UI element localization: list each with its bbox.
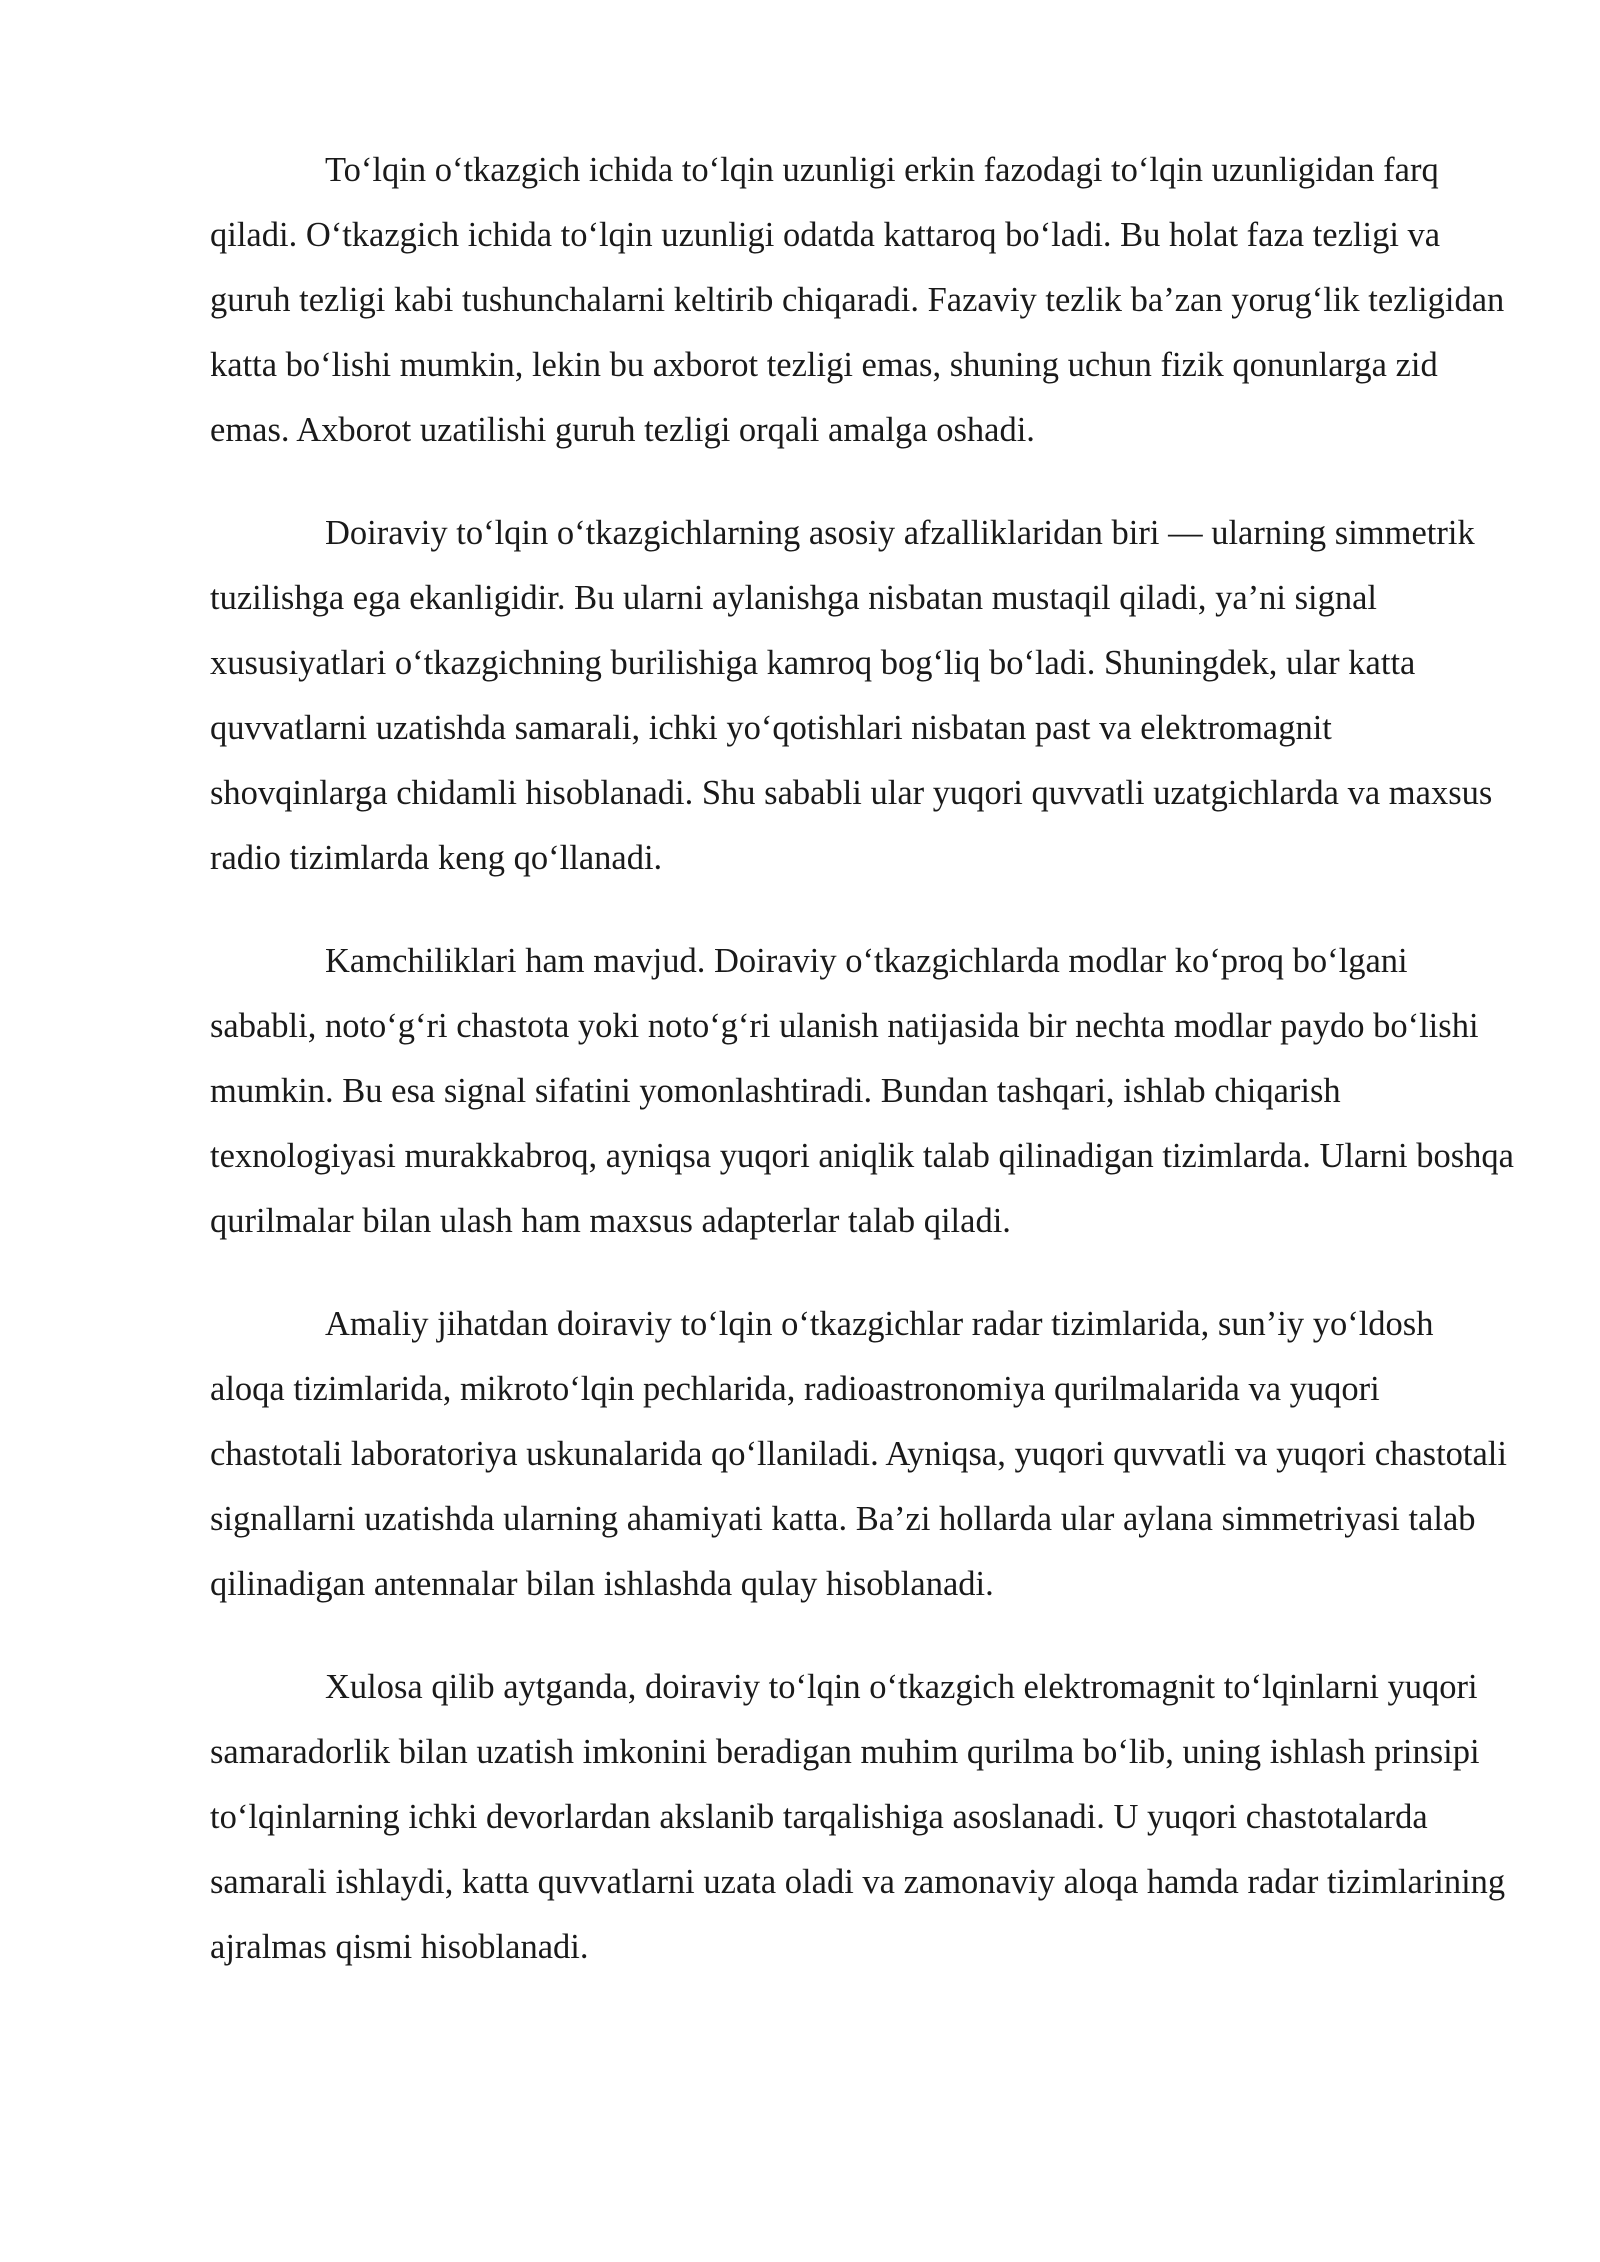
paragraph-wave-length: To‘lqin o‘tkazgich ichida to‘lqin uzunligi erkin fazodagi to‘lqin uzunligidan farq qiladi. O‘tkazgich ichida to‘lqin uzunligi odatda kattaroq bo‘ladi. Bu holat faza tezligi va guruh tezligi kabi tushunchalarni keltirib chiqaradi. Fazaviy tezlik ba’zan yorug‘lik tezligidan katta bo‘lishi mumkin, lekin bu axborot tezligi emas, shuning uchun fizik qonunlarga zid emas. Axborot uzatilishi guruh tezligi orqali amalga oshadi. [210, 151, 1505, 449]
paragraph-disadvantages: Kamchiliklari ham mavjud. Doiraviy o‘tkazgichlarda modlar ko‘proq bo‘lgani sababli, noto‘g‘ri chastota yoki noto‘g‘ri ulanish natijasida bir nechta modlar paydo bo‘lishi mumkin. Bu esa signal sifatini yomonlashtiradi. Bundan tashqari, ishlab chiqarish texnologiyasi murakkabroq, ayniqsa yuqori aniqlik talab qilinadigan tizimlarda. Ularni boshqa qurilmalar bilan ulash ham maxsus adapterlar talab qiladi. [210, 942, 1514, 1240]
document-body [210, 138, 1515, 1980]
paragraph-conclusion: Xulosa qilib aytganda, doiraviy to‘lqin o‘tkazgich elektromagnit to‘lqinlarni yuqori samaradorlik bilan uzatish imkonini beradigan muhim qurilma bo‘lib, uning ishlash prinsipi to‘lqinlarning ichki devorlardan akslanib tarqalishiga asoslanadi. U yuqori chastotalarda samarali ishlaydi, katta quvvatlarni uzata oladi va zamonaviy aloqa hamda radar tizimlarining ajralmas qismi hisoblanadi. [210, 1668, 1506, 1966]
paragraph-advantages: Doiraviy to‘lqin o‘tkazgichlarning asosiy afzalliklaridan biri — ularning simmetrik tuzilishga ega ekanligidir. Bu ularni aylanishga nisbatan mustaqil qiladi, ya’ni signal xususiyatlari o‘tkazgichning burilishiga kamroq bog‘liq bo‘ladi. Shuningdek, ular katta quvvatlarni uzatishda samarali, ichki yo‘qotishlari nisbatan past va elektromagnit shovqinlarga chidamli hisoblanadi. Shu sababli ular yuqori quvvatli uzatgichlarda va maxsus radio tizimlarda keng qo‘llanadi. [210, 514, 1493, 877]
paragraph-applications: Amaliy jihatdan doiraviy to‘lqin o‘tkazgichlar radar tizimlarida, sun’iy yo‘ldosh aloqa tizimlarida, mikroto‘lqin pechlarida, radioastronomiya qurilmalarida va yuqori chastotali laboratoriya uskunalarida qo‘llaniladi. Ayniqsa, yuqori quvvatli va yuqori chastotali signallarni uzatishda ularning ahamiyati katta. Ba’zi hollarda ular aylana simmetriyasi talab qilinadigan antennalar bilan ishlashda qulay hisoblanadi. [210, 1305, 1507, 1603]
